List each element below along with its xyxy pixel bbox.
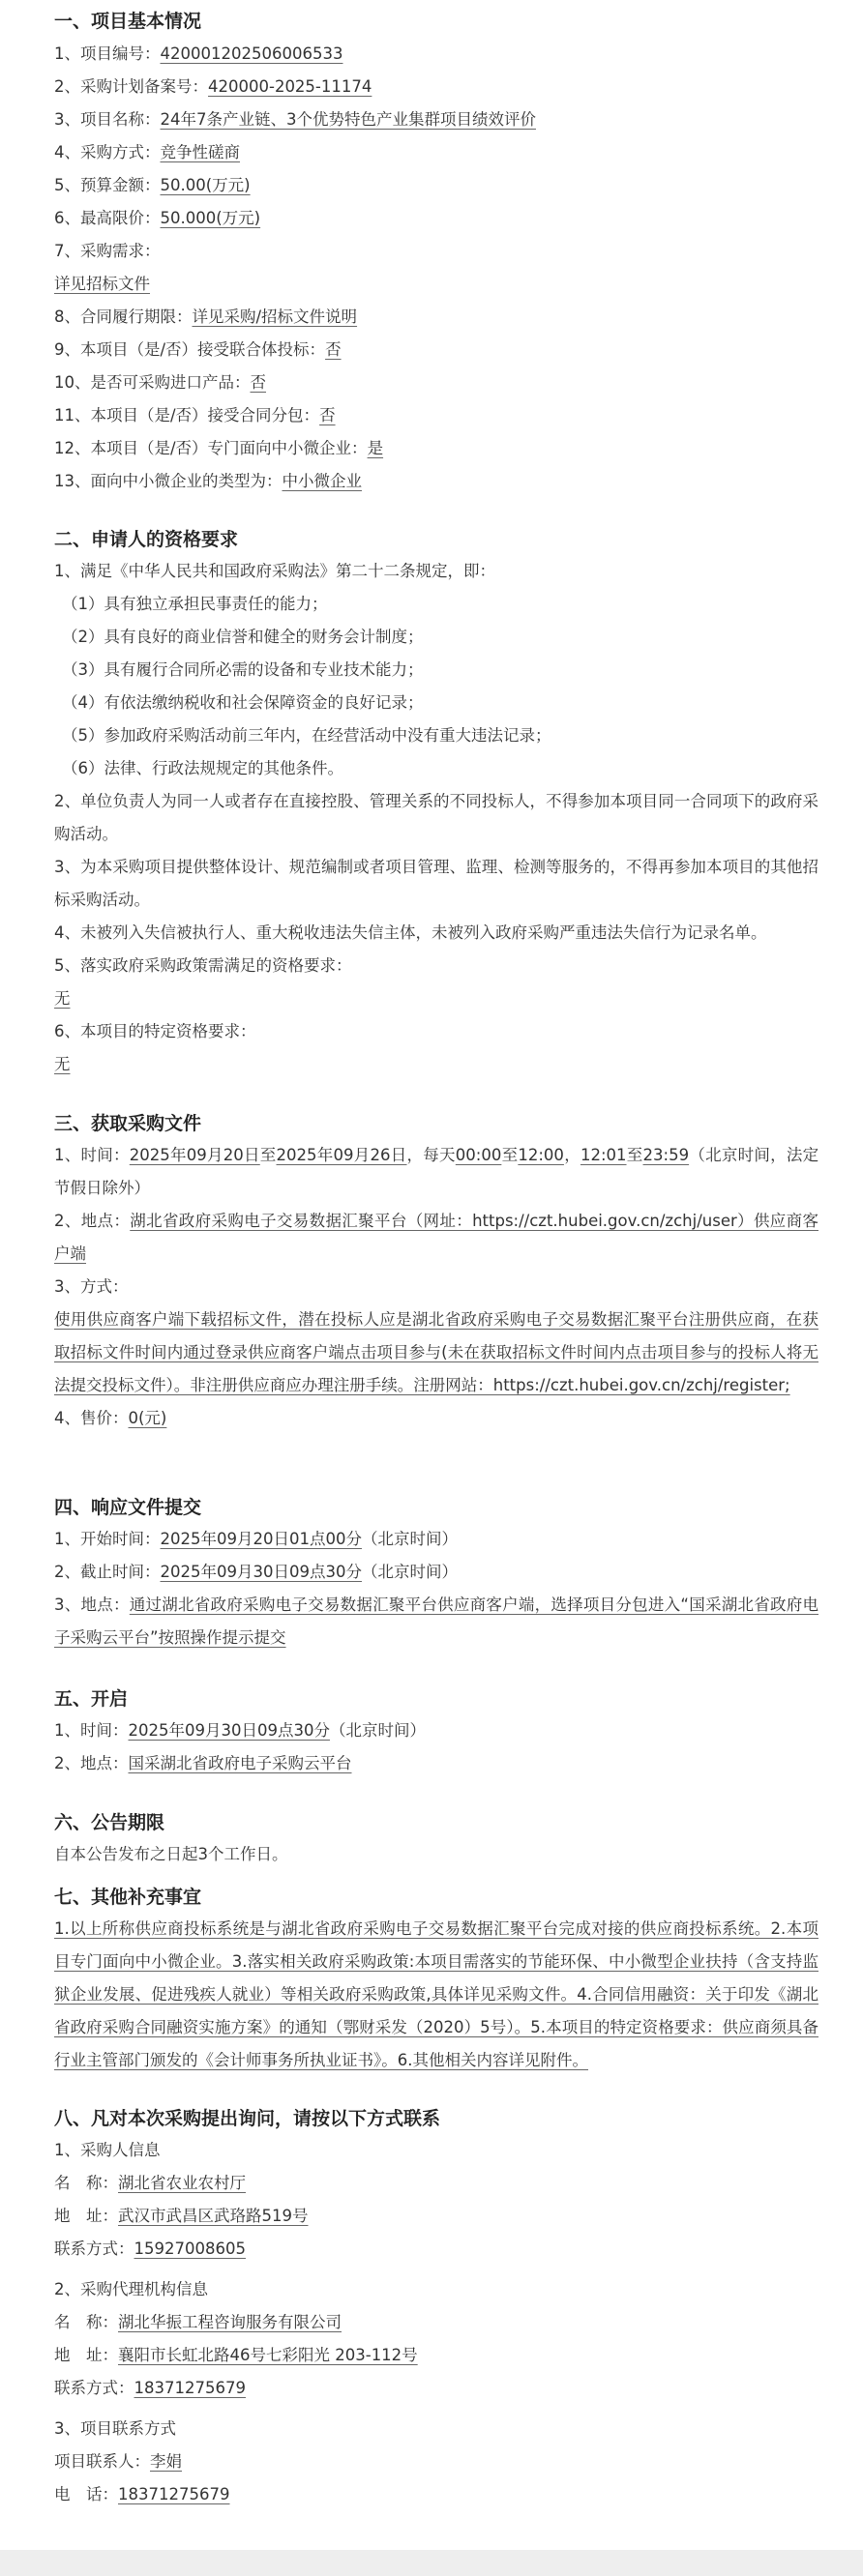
section-title: 八、凡对本次采购提出询问，请按以下方式联系	[54, 2108, 441, 2129]
section-title: 三、获取采购文件	[54, 1113, 202, 1134]
special-requirement-row	[54, 1048, 818, 1081]
buyer-address-row	[54, 2200, 818, 2233]
buyer-contact: 15927008605	[134, 2239, 246, 2258]
subcontract-value: 否	[319, 406, 336, 424]
procurement-method-row	[54, 136, 818, 169]
time-3: 12:01	[580, 1146, 627, 1164]
obtain-place-row	[54, 1205, 818, 1271]
project-phone: 18371275679	[118, 2485, 230, 2503]
consortium-row	[54, 334, 818, 366]
buyer-info	[54, 2134, 818, 2266]
qualification-cond: （5）参加政府采购活动前三年内，在经营活动中没有重大违法记录；	[62, 726, 551, 745]
date-separator: 至	[259, 1146, 277, 1164]
field-label: 8、合同履行期限：	[54, 307, 193, 326]
subcontract-row	[54, 399, 818, 432]
agent-address-row	[54, 2339, 818, 2372]
qualification-cond: （3）具有履行合同所必需的设备和专业技术能力；	[62, 660, 424, 679]
buyer-heading: 1、采购人信息	[54, 2141, 161, 2159]
qualification-para: 4、未被列入失信被执行人、重大税收违法失信主体，未被列入政府采购严重违法失信行为记录名单。	[54, 923, 767, 942]
section-title: 四、响应文件提交	[54, 1497, 202, 1518]
field-label: 3、项目名称：	[54, 110, 161, 129]
bottom-bar	[0, 2550, 863, 2576]
price-row	[54, 1402, 818, 1435]
field-label: 12、本项目（是/否）专门面向中小微企业：	[54, 439, 368, 457]
daily-text: ，每天	[406, 1146, 456, 1164]
notice-period-text: 自本公告发布之日起3个工作日。	[54, 1845, 288, 1863]
qualification-list	[54, 555, 818, 1081]
plan-number-row	[54, 71, 818, 103]
obtain-method: 使用供应商客户端下载招标文件，潜在投标人应是湖北省政府采购电子交易数据汇聚平台注册供应商，在获取招标文件时间内通过登录供应商客户端点击项目参与(未在获取招标文件时间内点击项目参与的投标人将无法提交投标文件）。非注册供应商应办理注册手续。注册网站：https://czt.hubei.gov.cn/zchj/register;	[54, 1310, 818, 1394]
obtain-time-row	[54, 1139, 818, 1205]
demand-value: 详见招标文件	[54, 275, 150, 293]
agent-heading: 2、采购代理机构信息	[54, 2280, 208, 2298]
section-obtain-documents	[54, 1112, 818, 1435]
submission-list	[54, 1523, 818, 1654]
opening-time: 2025年09月30日09点30分	[128, 1721, 330, 1740]
sme-row	[54, 432, 818, 465]
project-name: 24年7条产业链、3个优势特色产业集群项目绩效评价	[160, 110, 536, 129]
field-label: 2、地点：	[54, 1754, 129, 1772]
agent-name: 湖北华振工程咨询服务有限公司	[118, 2313, 342, 2331]
opening-place-row	[54, 1747, 818, 1780]
section-supplementary	[54, 1886, 818, 2077]
section-contact	[54, 2107, 818, 2511]
field-label: 1、开始时间：	[54, 1530, 161, 1548]
time-note: （北京时间）	[329, 1721, 426, 1740]
field-label: 6、最高限价：	[54, 209, 161, 227]
field-label: 7、采购需求：	[54, 242, 161, 260]
field-label: 2、采购计划备案号：	[54, 77, 208, 96]
section-notice-period	[54, 1811, 818, 1871]
special-requirement-value: 无	[54, 1055, 71, 1073]
section-title: 七、其他补充事宜	[54, 1887, 202, 1908]
budget-amount: 50.00(万元)	[160, 176, 251, 194]
obtain-method-label: 3、方式：	[54, 1277, 129, 1296]
section-title: 二、申请人的资格要求	[54, 529, 239, 550]
time-separator: 至	[501, 1146, 519, 1164]
submission-start: 2025年09月20日01点00分	[160, 1530, 362, 1548]
field-label: 11、本项目（是/否）接受合同分包：	[54, 406, 320, 424]
opening-place: 国采湖北省政府电子采购云平台	[128, 1754, 352, 1772]
qualification-cond: （1）具有独立承担民事责任的能力；	[62, 595, 328, 613]
project-number-row	[54, 38, 818, 71]
qualification-para: 6、本项目的特定资格要求：	[54, 1022, 256, 1040]
supplementary-text-row	[54, 1913, 818, 2077]
policy-requirement-value: 无	[54, 989, 71, 1008]
buyer-name: 湖北省农业农村厅	[118, 2174, 246, 2192]
consortium-value: 否	[325, 340, 342, 359]
procurement-method: 竞争性磋商	[160, 143, 240, 161]
submission-end-row	[54, 1556, 818, 1589]
project-number: 420001202506006533	[160, 44, 343, 63]
field-label: 联系方式：	[54, 2239, 134, 2258]
section-qualification	[54, 528, 818, 1081]
project-info-list	[54, 38, 818, 498]
import-row	[54, 366, 818, 399]
section-title: 一、项目基本情况	[54, 11, 202, 32]
field-label: 10、是否可采购进口产品：	[54, 373, 251, 392]
agent-contact-row	[54, 2372, 818, 2405]
field-label: 电 话：	[54, 2485, 118, 2503]
time-4: 23:59	[642, 1146, 690, 1164]
time-note: （北京时间，法定节假日除外）	[54, 1146, 819, 1197]
project-phone-row	[54, 2478, 818, 2511]
comma: ，	[563, 1146, 580, 1164]
field-label: 3、地点：	[54, 1595, 130, 1614]
agent-name-row	[54, 2306, 818, 2339]
qualification-para: 5、落实政府采购政策需满足的资格要求：	[54, 956, 352, 975]
agent-address: 襄阳市长虹北路46号七彩阳光 203-112号	[118, 2346, 418, 2364]
field-label: 13、面向中小微企业的类型为：	[54, 472, 283, 490]
section-title: 六、公告期限	[54, 1812, 165, 1833]
plan-number: 420000-2025-11174	[208, 77, 372, 96]
price-value: 0(元)	[128, 1409, 167, 1427]
project-person: 李娟	[150, 2452, 182, 2471]
section-submission	[54, 1496, 818, 1654]
contract-period: 详见采购/招标文件说明	[192, 307, 358, 326]
field-label: 4、售价：	[54, 1409, 129, 1427]
contract-period-row	[54, 301, 818, 334]
buyer-contact-row	[54, 2233, 818, 2266]
field-label: 2、截止时间：	[54, 1563, 161, 1581]
max-price-row	[54, 202, 818, 235]
qualification-para: 2、单位负责人为同一人或者存在直接控股、管理关系的不同投标人，不得参加本项目同一合同项下的政府采购活动。	[54, 792, 818, 843]
policy-requirement-row	[54, 982, 818, 1015]
obtain-documents-list	[54, 1139, 818, 1435]
supplementary-text: 1.以上所称供应商投标系统是与湖北省政府采购电子交易数据汇聚平台完成对接的供应商投标系统。2.本项目专门面向中小微企业。3.落实相关政府采购政策:本项目需落实的节能环保、中小微型企业扶持（含支持监狱企业发展、促进残疾人就业）等相关政府采购政策,具体详见采购文件。4.合同信用融资：关于印发《湖北省政府采购合同融资实施方案》的通知（鄂财采发（2020）5号）。5.本项目的特定资格要求：供应商须具备行业主管部门颁发的《会计师事务所执业证书》。6.其他相关内容详见附件。	[54, 1919, 818, 2069]
obtain-date-start: 2025年09月20日	[129, 1146, 260, 1164]
obtain-place: 湖北省政府采购电子交易数据汇聚平台（网址：https://czt.hubei.gov.cn/zchj/user）供应商客户端	[54, 1212, 818, 1263]
budget-row	[54, 169, 818, 202]
max-price: 50.000(万元)	[160, 209, 261, 227]
time-note: （北京时间）	[361, 1563, 458, 1581]
field-label: 名 称：	[54, 2313, 118, 2331]
section-project-info	[54, 10, 818, 498]
field-label: 联系方式：	[54, 2379, 134, 2397]
import-value: 否	[250, 373, 266, 392]
qualification-intro: 1、满足《中华人民共和国政府采购法》第二十二条规定，即：	[54, 562, 495, 580]
qualification-cond: （6）法律、行政法规规定的其他条件。	[62, 759, 343, 777]
demand-row	[54, 235, 818, 268]
obtain-method-row	[54, 1303, 818, 1402]
field-label: 1、时间：	[54, 1721, 129, 1740]
opening-time-row	[54, 1714, 818, 1747]
submission-start-row	[54, 1523, 818, 1556]
project-person-row	[54, 2445, 818, 2478]
section-title: 五、开启	[54, 1688, 129, 1710]
field-label: 项目联系人：	[54, 2452, 150, 2471]
time-separator: 至	[626, 1146, 643, 1164]
submission-end: 2025年09月30日09点30分	[160, 1563, 362, 1581]
sme-type-row	[54, 465, 818, 498]
time-2: 12:00	[518, 1146, 564, 1164]
buyer-address: 武汉市武昌区武珞路519号	[118, 2207, 309, 2225]
field-label: 地 址：	[54, 2207, 118, 2225]
field-label: 9、本项目（是/否）接受联合体投标：	[54, 340, 326, 359]
time-1: 00:00	[455, 1146, 502, 1164]
opening-list	[54, 1714, 818, 1780]
qualification-para: 3、为本采购项目提供整体设计、规范编制或者项目管理、监理、检测等服务的，不得再参加本项目的其他招标采购活动。	[54, 858, 818, 909]
project-contact-heading: 3、项目联系方式	[54, 2419, 176, 2438]
field-label: 地 址：	[54, 2346, 118, 2364]
agent-contact: 18371275679	[134, 2379, 246, 2397]
field-label: 1、项目编号：	[54, 44, 161, 63]
project-contact-info	[54, 2413, 818, 2511]
obtain-date-end: 2025年09月26日	[276, 1146, 407, 1164]
qualification-cond: （2）具有良好的商业信誉和健全的财务会计制度；	[62, 628, 424, 646]
time-note: （北京时间）	[361, 1530, 458, 1548]
qualification-cond: （4）有依法缴纳税收和社会保障资金的良好记录；	[62, 693, 424, 712]
agent-info	[54, 2273, 818, 2405]
field-label: 名 称：	[54, 2174, 118, 2192]
sme-type-value: 中小微企业	[282, 472, 362, 490]
buyer-name-row	[54, 2167, 818, 2200]
project-name-row	[54, 103, 818, 136]
submission-place: 通过湖北省政府采购电子交易数据汇聚平台供应商客户端，选择项目分包进入“国采湖北省政府电子采购云平台”按照操作提示提交	[54, 1595, 818, 1647]
field-label: 4、采购方式：	[54, 143, 161, 161]
submission-place-row	[54, 1589, 818, 1654]
sme-value: 是	[367, 439, 384, 457]
field-label: 5、预算金额：	[54, 176, 161, 194]
field-label: 2、地点：	[54, 1212, 131, 1230]
demand-value-row	[54, 268, 818, 301]
field-label: 1、时间：	[54, 1146, 130, 1164]
section-opening	[54, 1687, 818, 1780]
